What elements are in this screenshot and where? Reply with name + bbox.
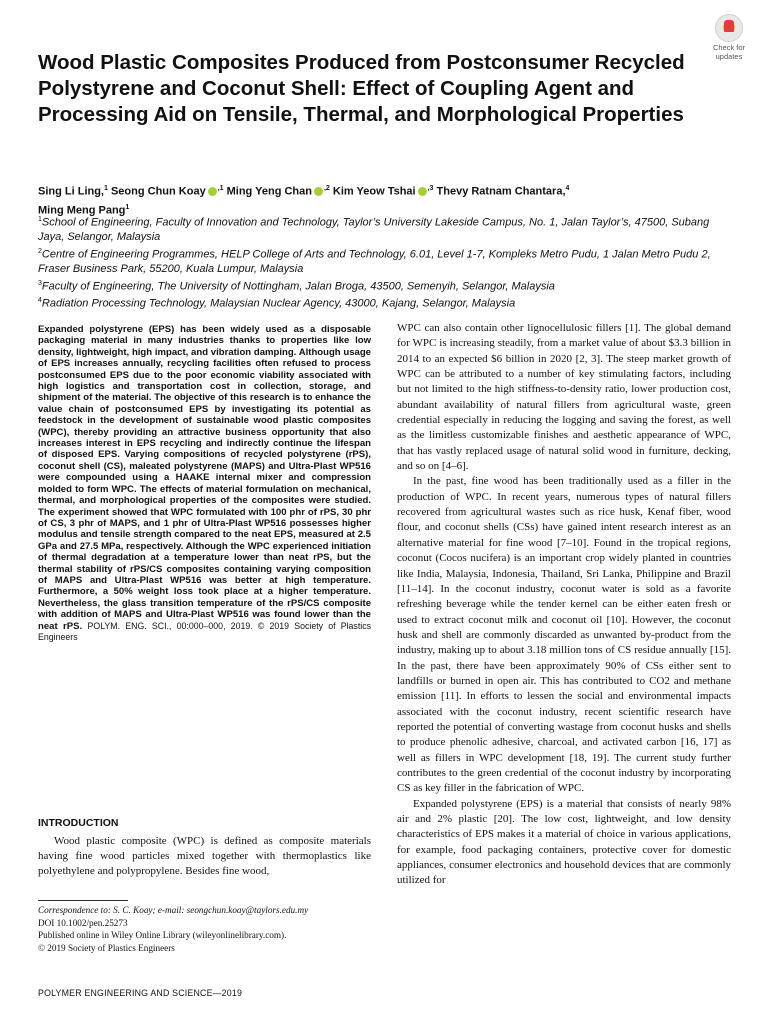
affiliation (38, 245, 738, 277)
orcid-icon[interactable] (418, 187, 427, 196)
body-paragraph: In the past, fine wood has been traditionally used as a filler in the production of WPC. In recent years, numerous types of natural fillers recovered from agricultural wastes such as rice husk, Kenaf fiber, wood flour, and coconut shells (CSs) have gained intent research interest as an alternative material for fine wood [7–10]. Found in the tropical regions, coconut (Cocos nucifera) is an important crop widely planted in countries like India, Malaysia, Indonesia, Thailand, Sri Lanka, Philippine and Brazil [11–14]. In the coconut industry, coconut water is sold as a favorite refreshing beverage while the tender kernel can be either eaten fresh or used to extract coconut milk and coconut oil [10]. However, the coconut husk and shell are commonly discarded as unwanted by-product from the industry, making up to about 3.18 million tons of CS residue annually [15]. In the past, there have been approximately 90% of CSs either sent to landfills or burned in open air. This has contributed to CO2 and methane emission [11]. In efforts to lessen the social and environmental impacts associated with the coconut industry, recent scientific research have reported the potential of converting wastage from coconut husks and shells to produce phenolic adhesive, charcoal, and activated carbon [16, 17] as well as fillers in WPC development [18, 19]. The current study further contributes to the green credential of the coconut industry by incorporating CS as key filler in the fabrication of WPC. (397, 475, 731, 795)
author-name: Ming Meng Pang (38, 204, 126, 217)
affiliation-number: 3 (38, 279, 42, 287)
affiliation-text: School of Engineering, Faculty of Innovation and Technology, Taylor’s University Lakeside Campus, No. 1, Jalan Taylor’s, 47500, Subang Jaya, Selangor, Malaysia (38, 216, 710, 244)
affiliation-number: 1 (38, 216, 42, 223)
author-name: Thevy Ratnam Chantara, (436, 185, 566, 198)
affiliation (38, 294, 738, 311)
abstract-citation: POLYM. ENG. SCI., 00:000–000, 2019. © 2019 Society of Plastics Engineers (38, 620, 372, 642)
author-sup: ,2 (323, 185, 330, 192)
badge-label-line2: updates (715, 51, 743, 61)
page-footer: POLYMER ENGINEERING AND SCIENCE—2019 (38, 988, 243, 998)
affiliation-text: Faculty of Engineering, The University of Nottingham, Jalan Broga, 43500, Semenyih, Selangor, Malaysia (41, 280, 555, 293)
paper-title: Wood Plastic Composites Produced from Postconsumer Recycled Polystyrene and Coconut Shell: Effect of Coupling Agent and Processing Aid on Tensile, Thermal, and Morphological Properties (38, 51, 685, 126)
affiliation-text: Centre of Engineering Programmes, HELP College of Arts and Technology, 6.01, Level 1-7, Kompleks Metro Pudu, 1 Jalan Metro Pudu 2, Fraser Business Park, 55200, Kuala Lumpur, Malaysia (38, 248, 711, 276)
doi-note: DOI 10.1002/pen.25273 (38, 917, 128, 928)
intro-paragraph: Wood plastic composite (WPC) is defined as composite materials having fine wood particles mixed together with thermoplastics like polyethylene and polypropylene. Besides fine wood, (38, 835, 371, 878)
footnotes (38, 904, 378, 954)
author-sup: ,3 (427, 185, 434, 192)
copyright-note: © 2019 Society of Plastics Engineers (38, 942, 175, 953)
author-name: Sing Li Ling, (38, 185, 104, 198)
orcid-icon[interactable] (314, 187, 323, 196)
author-sup: ,1 (217, 185, 224, 192)
orcid-icon[interactable] (208, 187, 217, 196)
section-heading: INTRODUCTION (38, 817, 119, 829)
body-paragraph: WPC can also contain other lignocellulosic fillers [1]. The global demand for WPC is increasing steadily, from a market value of about $3.3 billion in 2014 to an expected $6 billion in 2020 [2, 3]. The steep market growth of WPC can be attributed to a number of key stimulating factors, including but not limited to the high stiffness-to-density ratio, lower production cost, abundant availability of natural fillers from agricultural waste, green credential especially in reducing the logging and saving the forest, as well as the limitless customizable finishes and aesthetic appearance of WPC, that has vastly replaced usage of natural solid wood in furniture, decking, and so on [4–6]. (397, 322, 731, 473)
affiliation-list (38, 213, 738, 311)
affiliation-text: Radiation Processing Technology, Malaysian Nuclear Agency, 43000, Kajang, Selangor, Malaysia (41, 297, 516, 310)
affiliation (38, 213, 738, 245)
body-paragraph: Expanded polystyrene (EPS) is a material that consists of nearly 98% air and 2% plastic [20]. The low cost, lightweight, and low density characteristics of EPS makes it a material of choice in various applications, for example, food packaging containers, protective cover for domestic appliances, consumer electronics and household devices that are commonly utilized for (397, 797, 731, 887)
affiliation (38, 277, 738, 294)
author-sup: 1 (104, 185, 108, 192)
publication-note: Published online in Wiley Online Library (wileyonlinelibrary.com). (38, 930, 287, 941)
affiliation-number: 2 (38, 247, 42, 255)
affiliation-number: 4 (38, 296, 42, 304)
abstract (38, 324, 371, 643)
author-sup: 4 (565, 185, 570, 192)
author-name: Seong Chun Koay (110, 185, 206, 198)
author-sup: 1 (125, 204, 130, 212)
correspondence-note: Correspondence to: S. C. Koay; e-mail: seongchun.koay@taylors.edu.my (38, 905, 309, 915)
right-column (397, 321, 731, 889)
author-name: Ming Yeng Chan (226, 185, 312, 198)
crossmark-icon (715, 14, 743, 42)
badge-label-line1: Check for (712, 43, 746, 52)
check-for-updates-badge[interactable] (705, 14, 753, 72)
author-name: Kim Yeow Tshai (332, 185, 416, 198)
footnote-divider (38, 900, 128, 901)
abstract-text: Expanded polystyrene (EPS) has been widely used as a disposable packaging material in many industries thanks to properties like low density, lightweight, high impact, and vibration damping. Although usage of EPS increases annually, recycling facilities often refused to process postconsumed EPS due to the poor economic viability associated with high logistics and transportation cost in collection, storage, and shipment of the material. The objective of this research is to enhance the value chain of postconsumed EPS by investigating its potential as feedstock in the development of sustainable wood plastic composites (WPC), thereby providing an attractive business opportunity that also increases interest in EPS recycling and indirectly continue the lifespan of disposed EPS. Varying compositions of recycled polystyrene (rPS), coconut shell (CS), maleated polystyrene (MAPS) and Ultra-Plast WP516 were compounded using a HAAKE internal mixer and compression molded to form WPC. The effects of material formulation on mechanical, thermal, and morphological properties of the composites were studied. The experiment showed that WPC formulated with 100 phr of rPS, 30 phr of CS, 3 phr of MAPS, and 1 phr of Ultra-Plast WP516 possesses higher modulus and tensile strength compared to the neat EPS, measured at 2.5 GPa and 27.5 MPa, respectively. Although the WPC experienced initiation of thermal degradation at a temperature lower than neat rPS, but the thermal stability of rPS/CS composites containing varying composition of MAPS and Ultra-Plast WP516 was better at high temperature. Furthermore, a 50% weight loss took place at a higher temperature. Nevertheless, the glass transition temperature of the rPS/CS composite with addition of MAPS and Ultra-Plast WP516 was found lower than the neat rPS. (38, 324, 371, 632)
